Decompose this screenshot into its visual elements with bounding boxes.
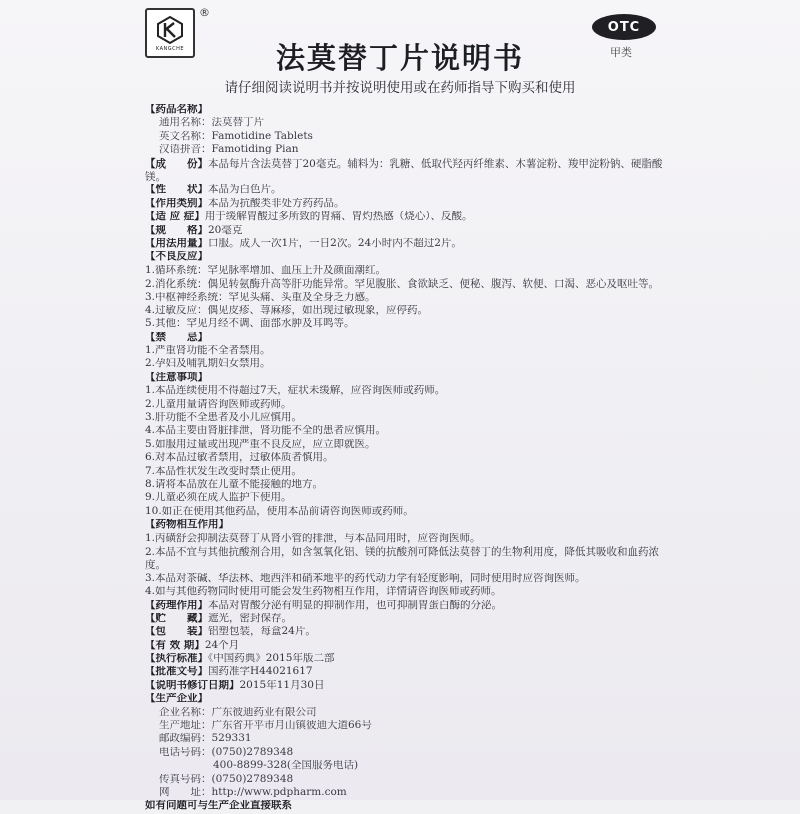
section-ingredients <box>145 158 665 185</box>
document-subtitle: 请仔细阅读说明书并按说明使用或在药师指导下购买和使用 <box>224 80 576 96</box>
section-label-category: 【作用类别】 <box>145 197 208 209</box>
leaflet-content <box>145 104 665 814</box>
precaution-item: 10.如正在使用其他药品，使用本品前请咨询医师或药师。 <box>145 505 414 517</box>
section-label-interactions: 【药物相互作用】 <box>145 519 229 531</box>
section-label-adverse: 【不良反应】 <box>145 251 208 263</box>
section-label-ingredients: 【成 份】 <box>145 157 208 170</box>
precaution-item: 1.本品连续使用不得超过7天，症状未缓解，应咨询医师或药师。 <box>145 385 446 397</box>
manufacturer-name: 企业名称：广东彼迪药业有限公司 <box>159 706 317 718</box>
drug-common-name: 通用名称：法莫替丁片 <box>159 117 264 129</box>
section-label-approval: 【批准文号】 <box>145 666 208 678</box>
standard-text: 《中国药典》2015年版二部 <box>208 653 335 665</box>
section-label-contraindications: 【禁 忌】 <box>145 331 208 343</box>
registered-mark: ® <box>199 6 210 19</box>
storage-text: 遮光，密封保存。 <box>208 612 292 624</box>
section-label-precautions: 【注意事项】 <box>145 371 208 383</box>
precaution-item: 2.儿童用量请咨询医师或药师。 <box>145 398 292 410</box>
adverse-item: 1.循环系统：罕见脉率增加、血压上升及颜面潮红。 <box>145 264 387 276</box>
contraindication-item: 1.严重肾功能不全者禁用。 <box>145 345 271 357</box>
otc-badge: OTC <box>592 14 656 40</box>
dosage-text: 口服。成人一次1片，一日2次。24小时内不超过2片。 <box>208 237 462 249</box>
pharmacology-text: 本品对胃酸分泌有明显的抑制作用，也可抑制胃蛋白酶的分泌。 <box>208 599 502 611</box>
manufacturer-postcode: 邮政编码：529331 <box>159 733 252 745</box>
adverse-item: 4.过敏反应：偶见皮疹、荨麻疹，如出现过敏现象，应停药。 <box>145 304 429 316</box>
adverse-item: 3.中枢神经系统：罕见头痛、头重及全身乏力感。 <box>145 291 376 303</box>
section-label-pharmacology: 【药理作用】 <box>145 599 208 611</box>
section-label-manufacturer: 【生产企业】 <box>145 693 208 705</box>
approval-text: 国药准字H44021617 <box>208 666 313 678</box>
precaution-item: 8.请将本品放在儿童不能接触的地方。 <box>145 478 324 490</box>
section-label-standard: 【执行标准】 <box>145 653 208 665</box>
precaution-item: 3.肝功能不全患者及小儿应慎用。 <box>145 412 303 424</box>
section-label-dosage: 【用法用量】 <box>145 237 208 249</box>
appearance-text: 本品为白色片。 <box>208 184 282 196</box>
precaution-item: 6.对本品过敏者禁用，过敏体质者慎用。 <box>145 452 334 464</box>
section-label-package: 【包 装】 <box>145 626 208 638</box>
package-text: 铝塑包装，每盒24片。 <box>208 626 316 638</box>
section-label-validity: 【有 效 期】 <box>145 639 205 651</box>
adverse-item: 2.消化系统：偶见转氨酶升高等肝功能异常。罕见腹胀、食欲缺乏、便秘、腹泻、软便、口渴、恶心及呕吐等。 <box>145 278 660 291</box>
manufacturer-website: 网 址：http://www.pdpharm.com <box>159 787 347 798</box>
manufacturer-address: 生产地址：广东省开平市月山镇彼迪大道66号 <box>159 720 372 732</box>
section-label-appearance: 【性 状】 <box>145 184 208 196</box>
precaution-item: 4.本品主要由肾脏排泄，肾功能不全的患者应慎用。 <box>145 425 387 437</box>
precaution-item: 5.如服用过量或出现严重不良反应，应立即就医。 <box>145 438 376 450</box>
spec-text: 20毫克 <box>208 224 243 236</box>
section-label-revision: 【说明书修订日期】 <box>145 679 240 691</box>
contact-note: 如有问题可与生产企业直接联系 <box>145 800 292 812</box>
section-label-storage: 【贮 藏】 <box>145 612 208 624</box>
category-text: 本品为抗酸类非处方药药品。 <box>208 197 345 209</box>
adverse-item: 5.其他：罕见月经不调、面部水肿及耳鸣等。 <box>145 318 355 330</box>
section-label-spec: 【规 格】 <box>145 224 208 236</box>
precaution-item: 7.本品性状发生改变时禁止使用。 <box>145 465 303 477</box>
indication-text: 用于缓解胃酸过多所致的胃痛、胃灼热感（烧心）、反酸。 <box>204 211 473 223</box>
manufacturer-fax: 传真号码：(0750)2789348 <box>159 773 294 785</box>
section-label-indication: 【适 应 症】 <box>145 211 205 223</box>
contraindication-item: 2.孕妇及哺乳期妇女禁用。 <box>145 358 271 370</box>
interaction-item: 3.本品对茶碱、华法林、地西泮和硝苯地平的药代动力学有轻度影响，同时使用时应咨询医师。 <box>145 572 586 584</box>
document-title: 法莫替丁片说明书 <box>275 41 524 75</box>
otc-class-label: 甲类 <box>610 46 632 59</box>
revision-text: 2015年11月30日 <box>239 679 325 691</box>
drug-english-name: 英文名称：Famotidine Tablets <box>159 130 313 142</box>
ingredients-text: 本品每片含法莫替丁20毫克。辅料为：乳糖、低取代羟丙纤维素、木薯淀粉、羧甲淀粉钠、硬脂酸镁。 <box>145 157 663 183</box>
manufacturer-phone: 电话号码：(0750)2789348 <box>159 746 294 758</box>
validity-text: 24个月 <box>204 639 240 651</box>
interaction-item: 1.丙磺舒会抑制法莫替丁从肾小管的排泄，与本品同用时，应咨询医师。 <box>145 532 481 544</box>
interaction-item: 4.如与其他药物同时使用可能会发生药物相互作用，详情请咨询医师或药师。 <box>145 586 502 598</box>
interaction-item: 2.本品不宜与其他抗酸剂合用，如含氢氧化铝、镁的抗酸剂可降低法莫替丁的生物利用度，降低其吸收和血药浓度。 <box>145 545 660 572</box>
manufacturer-service-phone: 400-8899-328(全国服务电话) <box>213 760 359 772</box>
drug-pinyin-name: 汉语拼音：Famotiding Pian <box>159 144 299 156</box>
logo-text: KANGCHE <box>155 45 185 52</box>
precaution-item: 9.儿童必须在成人监护下使用。 <box>145 492 292 504</box>
section-label-drug-name: 【药品名称】 <box>145 104 208 115</box>
